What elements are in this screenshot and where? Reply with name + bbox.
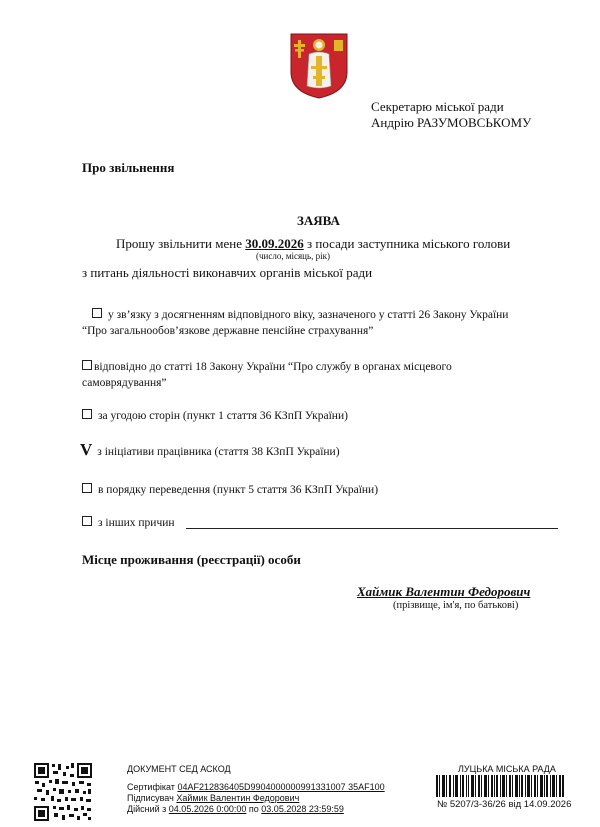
signer-hint: (прізвище, ім'я, по батькові) (393, 600, 519, 611)
footer-doc-label: ДОКУМЕНТ СЕД АСКОД (127, 764, 231, 774)
checkbox-icon[interactable] (82, 409, 92, 419)
valid-to-value: 03.05.2028 23:59:59 (261, 804, 344, 814)
barcode (436, 775, 564, 797)
checkbox-icon[interactable] (92, 308, 102, 318)
option-age-line-1: у зв’язку з досягненням відповідного віку, зазначеного у статті 26 Закону України (108, 309, 509, 321)
checkbox-icon[interactable] (82, 483, 92, 493)
option-other-label: з інших причин (98, 517, 175, 529)
valid-from-label: Дійсний з (127, 804, 167, 814)
option-employee-initiative (80, 442, 340, 460)
date-hint: (число, місяць, рік) (256, 251, 330, 261)
footer-validity-row (127, 804, 344, 814)
dismissal-date: 30.09.2026 (245, 236, 304, 251)
certificate-label: Сертифікат (127, 782, 175, 792)
valid-from-value: 04.05.2026 0:00:00 (168, 804, 247, 814)
request-suffix: з посади заступника міського голови (306, 236, 511, 251)
subject-line: Про звільнення (82, 160, 175, 175)
option-service-law-line-1: відповідно до статті 18 Закону України “Про службу в органах місцевого (94, 361, 452, 373)
request-line-2: з питань діяльності виконавчих органів міської ради (82, 265, 373, 280)
check-mark-icon[interactable]: V (80, 440, 93, 459)
footer-certificate-row (127, 782, 385, 792)
request-prefix: Прошу звільнити мене (116, 236, 242, 251)
option-service-law (82, 360, 452, 375)
option-transfer-label: в порядку переведення (пункт 5 стаття 36 КЗпП України) (98, 484, 379, 496)
request-line-1 (116, 236, 510, 252)
residence-label: Місце проживання (реєстрації) особи (82, 552, 301, 567)
valid-to-label: по (248, 804, 259, 814)
option-employee-initiative-label: з ініціативи працівника (стаття 38 КЗпП України) (97, 446, 340, 458)
checkbox-icon[interactable] (82, 360, 92, 370)
addressee-line-1: Секретарю міської ради (371, 99, 504, 114)
footer-organization: ЛУЦЬКА МІСЬКА РАДА (458, 764, 556, 774)
option-other (82, 516, 175, 531)
other-reason-blank-line[interactable] (186, 528, 558, 529)
addressee-line-2: Андрію РАЗУМОВСЬКОМУ (371, 115, 532, 130)
option-agreement-label: за угодою сторін (пункт 1 стаття 36 КЗпП України) (98, 410, 348, 422)
signer-name: Хаймик Валентин Федорович (357, 584, 531, 599)
footer-signer-value: Хаймик Валентин Федорович (176, 793, 300, 803)
registration-number: № 5207/3-36/26 від 14.09.2026 (437, 799, 572, 810)
option-age (92, 308, 508, 323)
footer-signer-label: Підписувач (127, 793, 174, 803)
option-age-line-2: “Про загальнообов’язкове державне пенсійне страхування” (82, 325, 374, 337)
footer-signer-row (127, 793, 299, 803)
city-coat-of-arms (289, 32, 349, 100)
option-transfer (82, 483, 378, 498)
document-heading: ЗАЯВА (297, 213, 340, 228)
qr-code (33, 762, 93, 822)
option-service-law-line-2: самоврядування” (82, 377, 167, 389)
certificate-value[interactable]: 04AF212836405D9904000000991331007 35AF100 (177, 782, 385, 792)
checkbox-icon[interactable] (82, 516, 92, 526)
option-agreement (82, 409, 348, 424)
